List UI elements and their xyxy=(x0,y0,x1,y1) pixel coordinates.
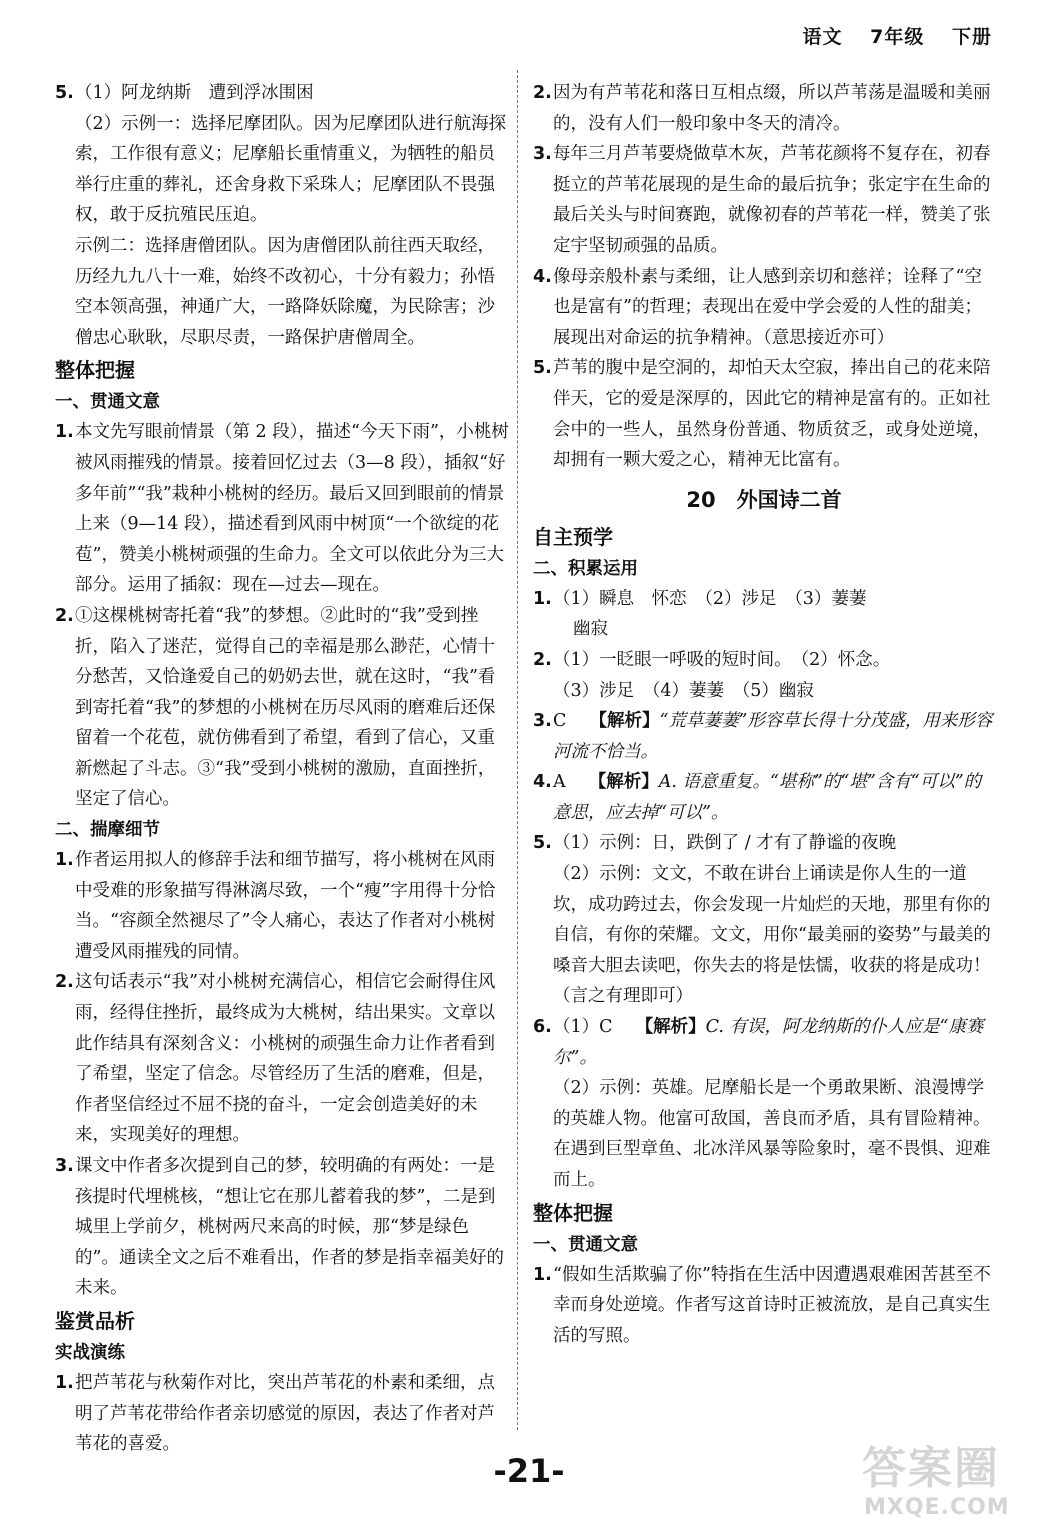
item-number: 2. xyxy=(533,83,552,103)
item-number: 1. xyxy=(55,850,74,871)
answer-text: “假如生活欺骗了你”特指在生活中因遭遇艰难困苦甚至不幸而身处逆境。作者写这首诗时正被流放，是自己真实生活的写照。 xyxy=(553,1264,991,1346)
answer-text: 这句话表示“我”对小桃树充满信心，相信它会耐得住风雨，经得住挫折，最终成为大桃树，结出果实。文章以此作结具有深刻含义：小桃树的顽强生命力让作者看到了希望，坚定了信念。尽管经历了生活的磨难，但是，作者坚信经过不屈不挠的奋斗，一定会创造美好的未来，实现美好的理想。 xyxy=(75,972,496,1146)
item-number: 1. xyxy=(533,588,552,609)
answer-item xyxy=(55,78,510,353)
item-number: 4. xyxy=(533,266,552,287)
watermark-logo xyxy=(852,1426,1032,1522)
answer-item xyxy=(533,139,995,261)
subsection-heading: 二、揣摩细节 xyxy=(55,820,160,841)
answer-text: 作者运用拟人的修辞手法和细节描写，将小桃树在风雨中受难的形象描写得淋漓尽致，一个“瘦”字用得十分恰当。“容颜全然褪尽了”令人痛心，表达了作者对小桃树遭受风雨摧残的同情。 xyxy=(75,850,496,962)
answer-item xyxy=(55,967,510,1151)
answer-text: 幽寂 xyxy=(573,619,608,640)
watermark-text: 答案圈 xyxy=(862,1443,1000,1494)
answer-text: 示例二：选择唐僧团队。因为唐僧团队前往西天取经，历经九九八十一难，始终不改初心，十分有毅力；孙悟空本领高强，神通广大，一路降妖除魔，为民除害；沙僧忠心耿耿，尽职尽责，一路保护唐僧周全。 xyxy=(75,235,495,348)
answer-text: （1）示例：日，跌倒了 / 才有了静谧的夜晚 xyxy=(553,833,897,854)
subsection-heading: 一、贯通文意 xyxy=(533,1234,638,1255)
subsection-heading: 二、积累运用 xyxy=(533,558,638,579)
watermark-url: MXQE.COM xyxy=(864,1495,1010,1520)
item-number: 5. xyxy=(533,358,552,379)
item-number: 5. xyxy=(533,833,552,854)
answer-item xyxy=(533,1260,995,1352)
answer-item xyxy=(533,767,995,828)
answer-item xyxy=(533,353,995,475)
answer-text: 因为有芦苇花和落日互相点缀，所以芦苇荡是温暖和美丽的，没有人们一般印象中冬天的清冷。 xyxy=(553,83,991,134)
item-number: 4. xyxy=(533,772,552,793)
analysis-text: “荒草萋萋”形容草长得十分茂盛，用来形容河流不恰当。 xyxy=(553,711,993,762)
page-number: -21- xyxy=(493,1452,565,1490)
answer-text xyxy=(553,706,995,767)
answer-text: ①这棵桃树寄托着“我”的梦想。②此时的“我”受到挫折，陷入了迷茫，觉得自己的幸福是那么渺茫，心情十分愁苦，又恰逢爱自己的奶奶去世，就在这时，“我”看到寄托着“我”的梦想的小桃树在历尽风雨的磨难后还保留着一个花苞，就仿佛看到了希望，看到了信心，又重新燃起了斗志。③“我”受到小桃树的激励，直面挫折，坚定了信心。 xyxy=(75,605,496,810)
subsection-heading: 实战演练 xyxy=(55,1342,125,1363)
answer-text: 每年三月芦苇要烧做草木灰，芦苇花颜将不复存在，初春挺立的芦苇花展现的是生命的最后抗争；张定宇在生命的最后关头与时间赛跑，就像初春的芦苇花一样，赞美了张定宇坚韧顽强的品质。 xyxy=(553,144,991,256)
subsection-heading: 一、贯通文意 xyxy=(55,392,160,413)
item-number: 6. xyxy=(533,1017,552,1038)
left-column xyxy=(55,78,510,1460)
answer-item xyxy=(55,1151,510,1304)
answer-item xyxy=(533,584,995,645)
answer-text xyxy=(553,767,995,828)
answer-text: （2）示例：英雄。尼摩船长是一个勇敢果断、浪漫博学的英雄人物。他富可敌国，善良而矛盾，具有冒险精神。在遇到巨型章鱼、北冰洋风暴等险象时，毫不畏惧、迎难而上。 xyxy=(553,1078,991,1190)
analysis-label: 【解析】 xyxy=(588,772,659,793)
section-heading: 整体把握 xyxy=(55,358,135,383)
header-grade: 7年级 xyxy=(870,26,925,48)
answer-item xyxy=(533,828,995,1012)
header-subject: 语文 xyxy=(802,26,843,48)
answer-item xyxy=(55,417,510,601)
answer-text: 芦苇的腹中是空洞的，却怕天太空寂，捧出自己的花来陪伴天，它的爱是深厚的，因此它的精神是富有的。正如社会中的一些人，虽然身份普通、物质贫乏，或身处逆境，却拥有一颗大爱之心，精神无比富有。 xyxy=(553,358,991,471)
answer-item xyxy=(55,1368,510,1460)
item-number: 1. xyxy=(533,1264,552,1285)
answer-text: 把芦苇花与秋菊作对比，突出芦苇花的朴素和柔细，点明了芦苇花带给作者亲切感觉的原因，表达了作者对芦苇花的喜爱。 xyxy=(75,1372,495,1455)
answer-item xyxy=(533,706,995,767)
answer-text: （1）瞬息 怀恋 （2）涉足 （3）萋萋 xyxy=(553,588,867,609)
section-heading: 鉴赏品析 xyxy=(55,1308,135,1333)
analysis-text: A. 语意重复。“堪称”的“堪”含有“可以”的意思，应去掉“可以”。 xyxy=(553,772,982,823)
item-number: 2. xyxy=(55,972,74,993)
header-volume: 下册 xyxy=(951,26,992,48)
item-number: 5. xyxy=(55,83,74,103)
item-number: 3. xyxy=(533,144,552,165)
answer-text: （2）示例：文文，不敢在讲台上诵读是你人生的一道坎，成功跨过去，你会发现一片灿烂的天地，那里有你的自信，有你的荣耀。文文，用你“最美丽的姿势”与最美的嗓音大胆去读吧，你失去的将是怯懦，收获的将是成功！（言之有理即可） xyxy=(553,864,991,1007)
analysis-text: C. 有误，阿龙纳斯的仆人应是“康赛尔”。 xyxy=(553,1017,984,1068)
item-number: 2. xyxy=(533,649,552,670)
answer-choice: C xyxy=(553,711,567,732)
answer-text xyxy=(553,1012,995,1073)
answer-text: 本文先写眼前情景（第 2 段），描述“今天下雨”，小桃树被风雨摧残的情景。接着回忆过去（3—8 段），插叙“好多年前”“我”栽种小桃树的经历。最后又回到眼前的情景上来（9—14 段），描述看到风雨中树顶“一个欲绽的花苞”，赞美小桃树顽强的生命力。全文可以依此分为三大部分。运用了插叙：现在—过去—现在。 xyxy=(75,422,509,596)
answer-text: 像母亲般朴素与柔细，让人感到亲切和慈祥；诠释了“空也是富有”的哲理；表现出在爱中学会爱的人性的甜美；展现出对命运的抗争精神。（意思接近亦可） xyxy=(553,266,982,348)
answer-choice: A xyxy=(553,772,566,793)
answer-item xyxy=(55,601,510,815)
right-column xyxy=(533,78,995,1351)
lesson-title: 20 外国诗二首 xyxy=(686,487,842,512)
analysis-label: 【解析】 xyxy=(589,711,660,732)
section-heading: 整体把握 xyxy=(533,1200,613,1225)
answer-text: （1）一眨眼一呼吸的短时间。 （2）怀念。 xyxy=(553,649,891,670)
answer-item xyxy=(533,78,995,139)
item-number: 1. xyxy=(55,1372,74,1393)
item-number: 1. xyxy=(55,422,74,443)
answer-text: （3）涉足 （4）萋萋 （5）幽寂 xyxy=(553,680,814,701)
answer-text: （2）示例一：选择尼摩团队。因为尼摩团队进行航海探索，工作很有意义；尼摩船长重情重义，为牺牲的船员举行庄重的葬礼，还舍身救下采珠人；尼摩团队不畏强权，敢于反抗殖民压迫。 xyxy=(75,113,507,226)
item-number: 3. xyxy=(55,1156,74,1176)
answer-text: （1）阿龙纳斯 遭到浮冰围困 xyxy=(75,83,314,103)
answer-text: 课文中作者多次提到自己的梦，较明确的有两处：一是孩提时代埋桃核，“想让它在那儿蓄着我的梦”，二是到城里上学前夕，桃树两尺来高的时候，那“梦是绿色的”。通读全文之后不难看出，作者的梦是指幸福美好的未来。 xyxy=(75,1156,504,1299)
answer-item xyxy=(533,1012,995,1196)
answer-item xyxy=(533,645,995,706)
answer-item xyxy=(533,262,995,354)
item-number: 2. xyxy=(55,605,74,626)
analysis-label: 【解析】 xyxy=(635,1017,706,1038)
section-heading: 自主预学 xyxy=(533,524,613,549)
item-number: 3. xyxy=(533,711,552,732)
column-divider xyxy=(517,70,518,1430)
page-header xyxy=(802,22,992,49)
answer-item xyxy=(55,845,510,967)
answer-choice: （1）C xyxy=(553,1017,613,1038)
